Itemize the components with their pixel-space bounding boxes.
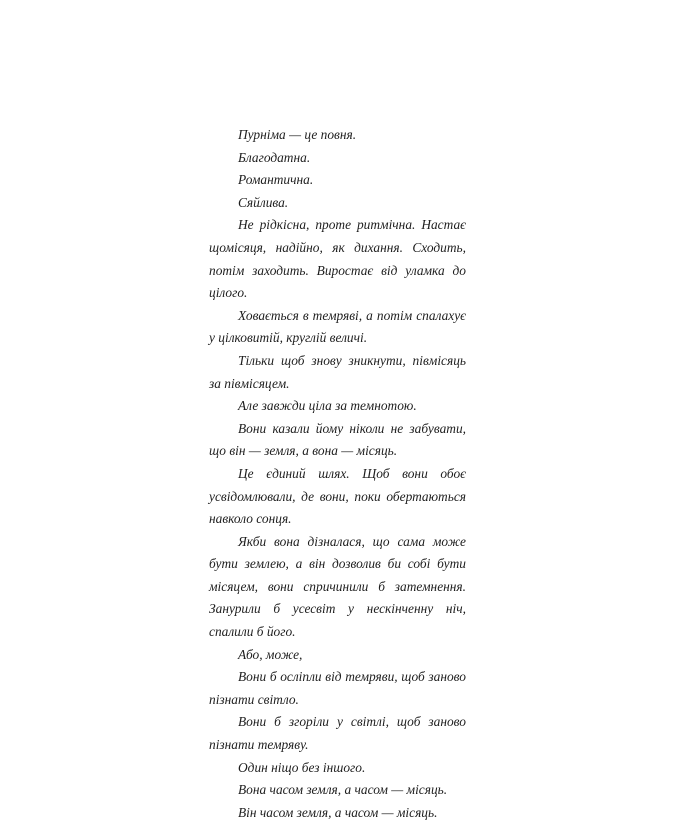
- paragraph: Вони б згоріли у світлі, щоб заново пізнати темряву.: [209, 714, 466, 753]
- paragraph: Це єдиний шлях. Щоб вони обоє усвідомлювали, де вони, поки обертаються навколо сонця.: [209, 465, 466, 527]
- paragraph: Ховається в темряві, а потім спалахує у цілковитій, круглій величі.: [209, 307, 466, 346]
- paragraph: Тільки щоб знову зникнути, півмісяць за півмісяцем.: [209, 352, 466, 391]
- paragraph: Благодатна.: [238, 149, 311, 165]
- paragraph: Один ніщо без іншого.: [238, 759, 366, 775]
- paragraph: Не рідкісна, проте ритмічна. Настає щомісяця, надійно, як дихання. Сходить, потім заходить. Виростає від уламка до цілого.: [209, 217, 466, 301]
- paragraph: Вона часом земля, а часом — місяць.: [238, 782, 448, 798]
- paragraph: Або, може,: [238, 646, 303, 662]
- paragraph: Якби вона дізналася, що сама може бути землею, а він дозволив би собі бути місяцем, вони спричинили б затемнення. Занурили б усесвіт у нескінченну ніч, спалили б його.: [209, 533, 466, 640]
- paragraph: Вони казали йому ніколи не забувати, що він — земля, а вона — місяць.: [209, 420, 466, 459]
- paragraph: Але завжди ціла за темнотою.: [238, 398, 417, 414]
- paragraph: Він часом земля, а часом — місяць.: [238, 804, 438, 820]
- paragraph: Романтична.: [238, 172, 314, 188]
- paragraph: Сяйлива.: [238, 194, 289, 210]
- paragraph: Вони б осліпли від темряви, щоб заново пізнати світло.: [209, 669, 466, 707]
- book-page-text: [209, 124, 466, 824]
- paragraph: Пурніма — це повня.: [238, 127, 357, 142]
